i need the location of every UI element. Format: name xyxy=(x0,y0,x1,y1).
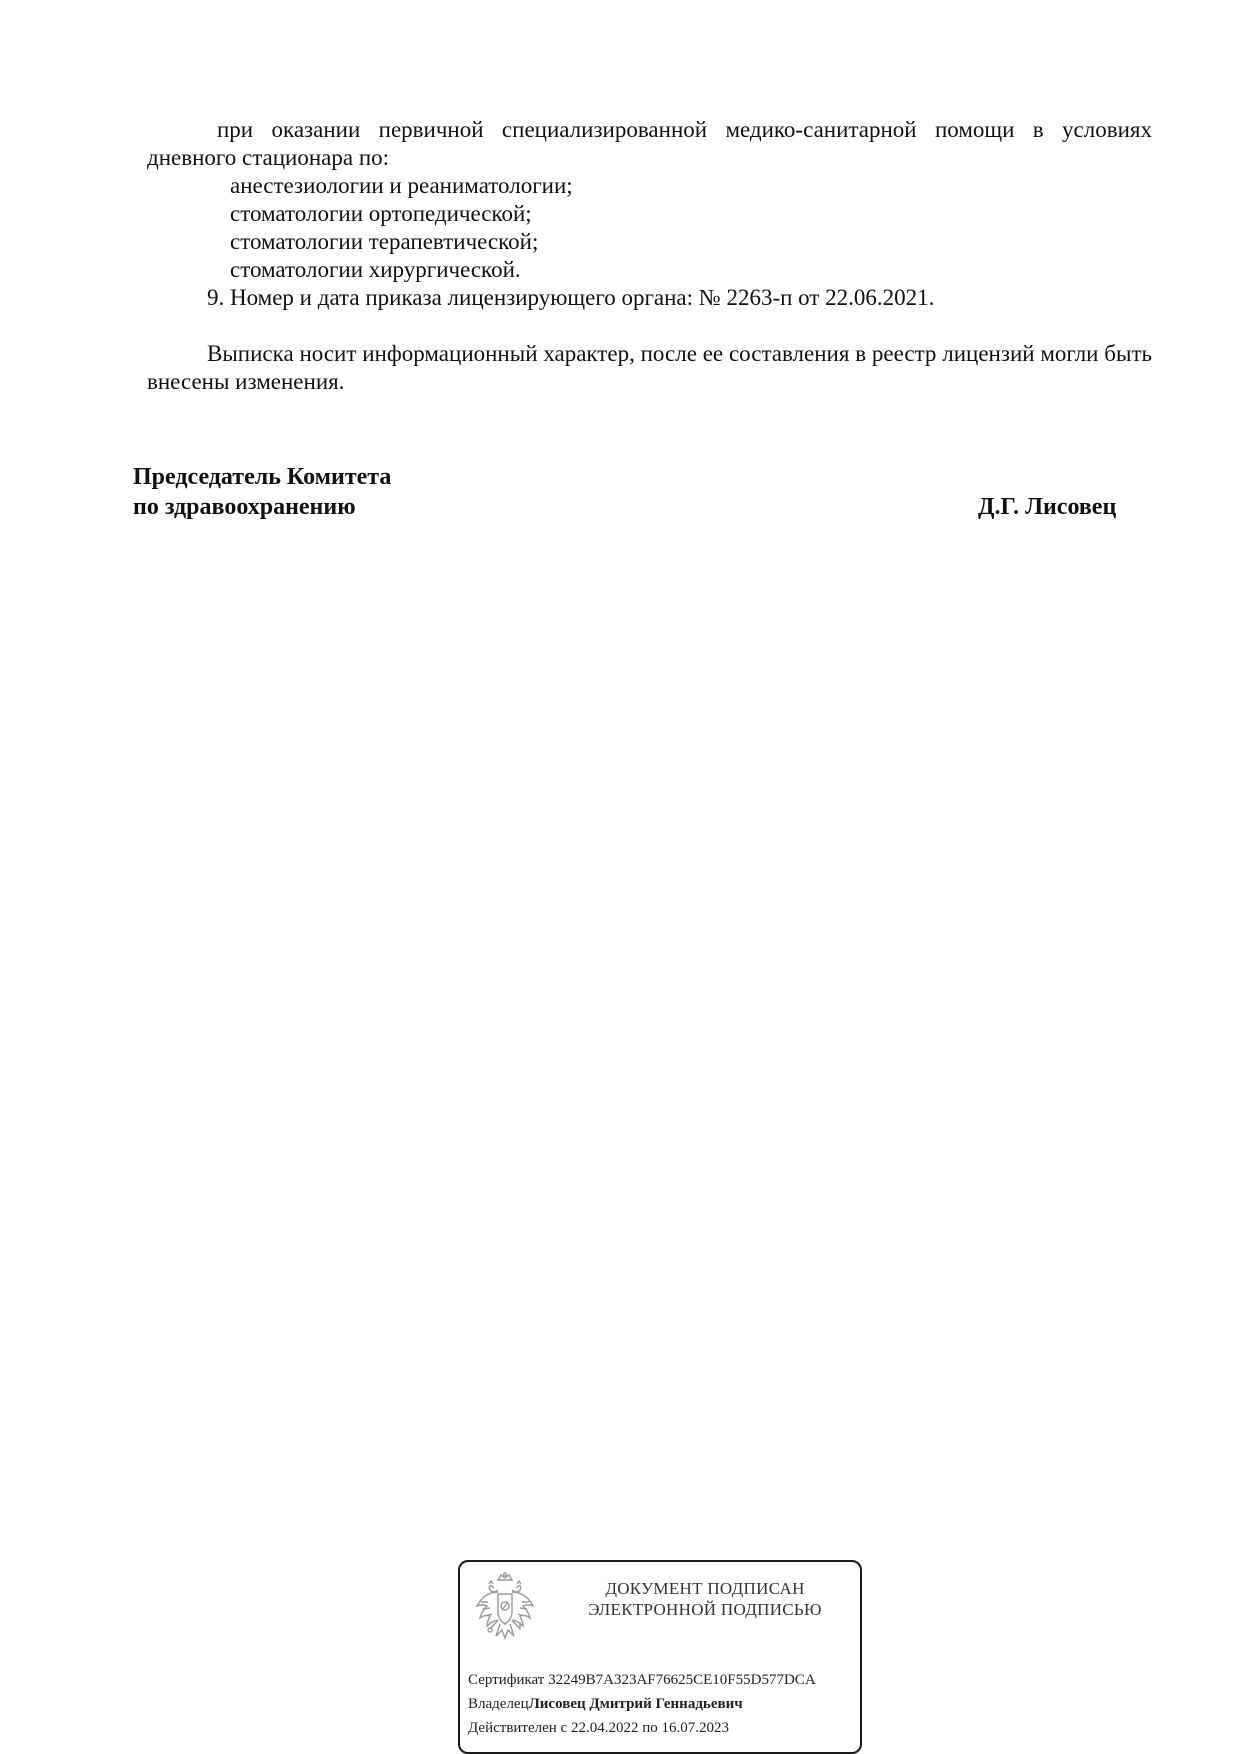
signatory-position xyxy=(133,462,391,522)
electronic-signature-stamp xyxy=(458,1560,862,1754)
disclaimer-paragraph: Выписка носит информационный характер, после ее составления в реестр лицензий могли быть внесены изменения. xyxy=(147,341,1152,394)
position-line-1: Председатель Комитета xyxy=(133,464,392,490)
position-line-2: по здравоохранению xyxy=(133,494,356,520)
signatory-name: Д.Г. Лисовец xyxy=(978,494,1117,520)
coat-of-arms-icon xyxy=(474,1572,536,1642)
owner-label: Владелец xyxy=(468,1696,529,1712)
intro-paragraph: при оказании первичной специализированной медико-санитарной помощи в условиях дневного стационара по: xyxy=(147,117,1152,170)
body-text xyxy=(147,116,1152,396)
order-line: 9. Номер и дата приказа лицензирующего органа: № 2263-п от 22.06.2021. xyxy=(207,285,935,310)
stamp-title-line-2: ЭЛЕКТРОННОЙ ПОДПИСЬЮ xyxy=(588,1600,822,1619)
list-item: стоматологии хирургической. xyxy=(230,257,521,282)
certificate-label: Сертификат xyxy=(468,1672,545,1688)
stamp-title xyxy=(560,1578,850,1620)
stamp-title-line-1: ДОКУМЕНТ ПОДПИСАН xyxy=(605,1579,805,1598)
certificate-value: 32249B7A323AF76625CE10F55D577DCA xyxy=(548,1672,816,1688)
list-item: стоматологии ортопедической; xyxy=(230,201,532,226)
certificate-line xyxy=(468,1670,816,1690)
list-item: стоматологии терапевтической; xyxy=(230,229,539,254)
list-item: анестезиологии и реаниматологии; xyxy=(230,173,573,198)
validity-line: Действителен с 22.04.2022 по 16.07.2023 xyxy=(468,1720,729,1736)
owner-line xyxy=(468,1694,743,1714)
owner-value: Лисовец Дмитрий Геннадьевич xyxy=(528,1696,743,1712)
